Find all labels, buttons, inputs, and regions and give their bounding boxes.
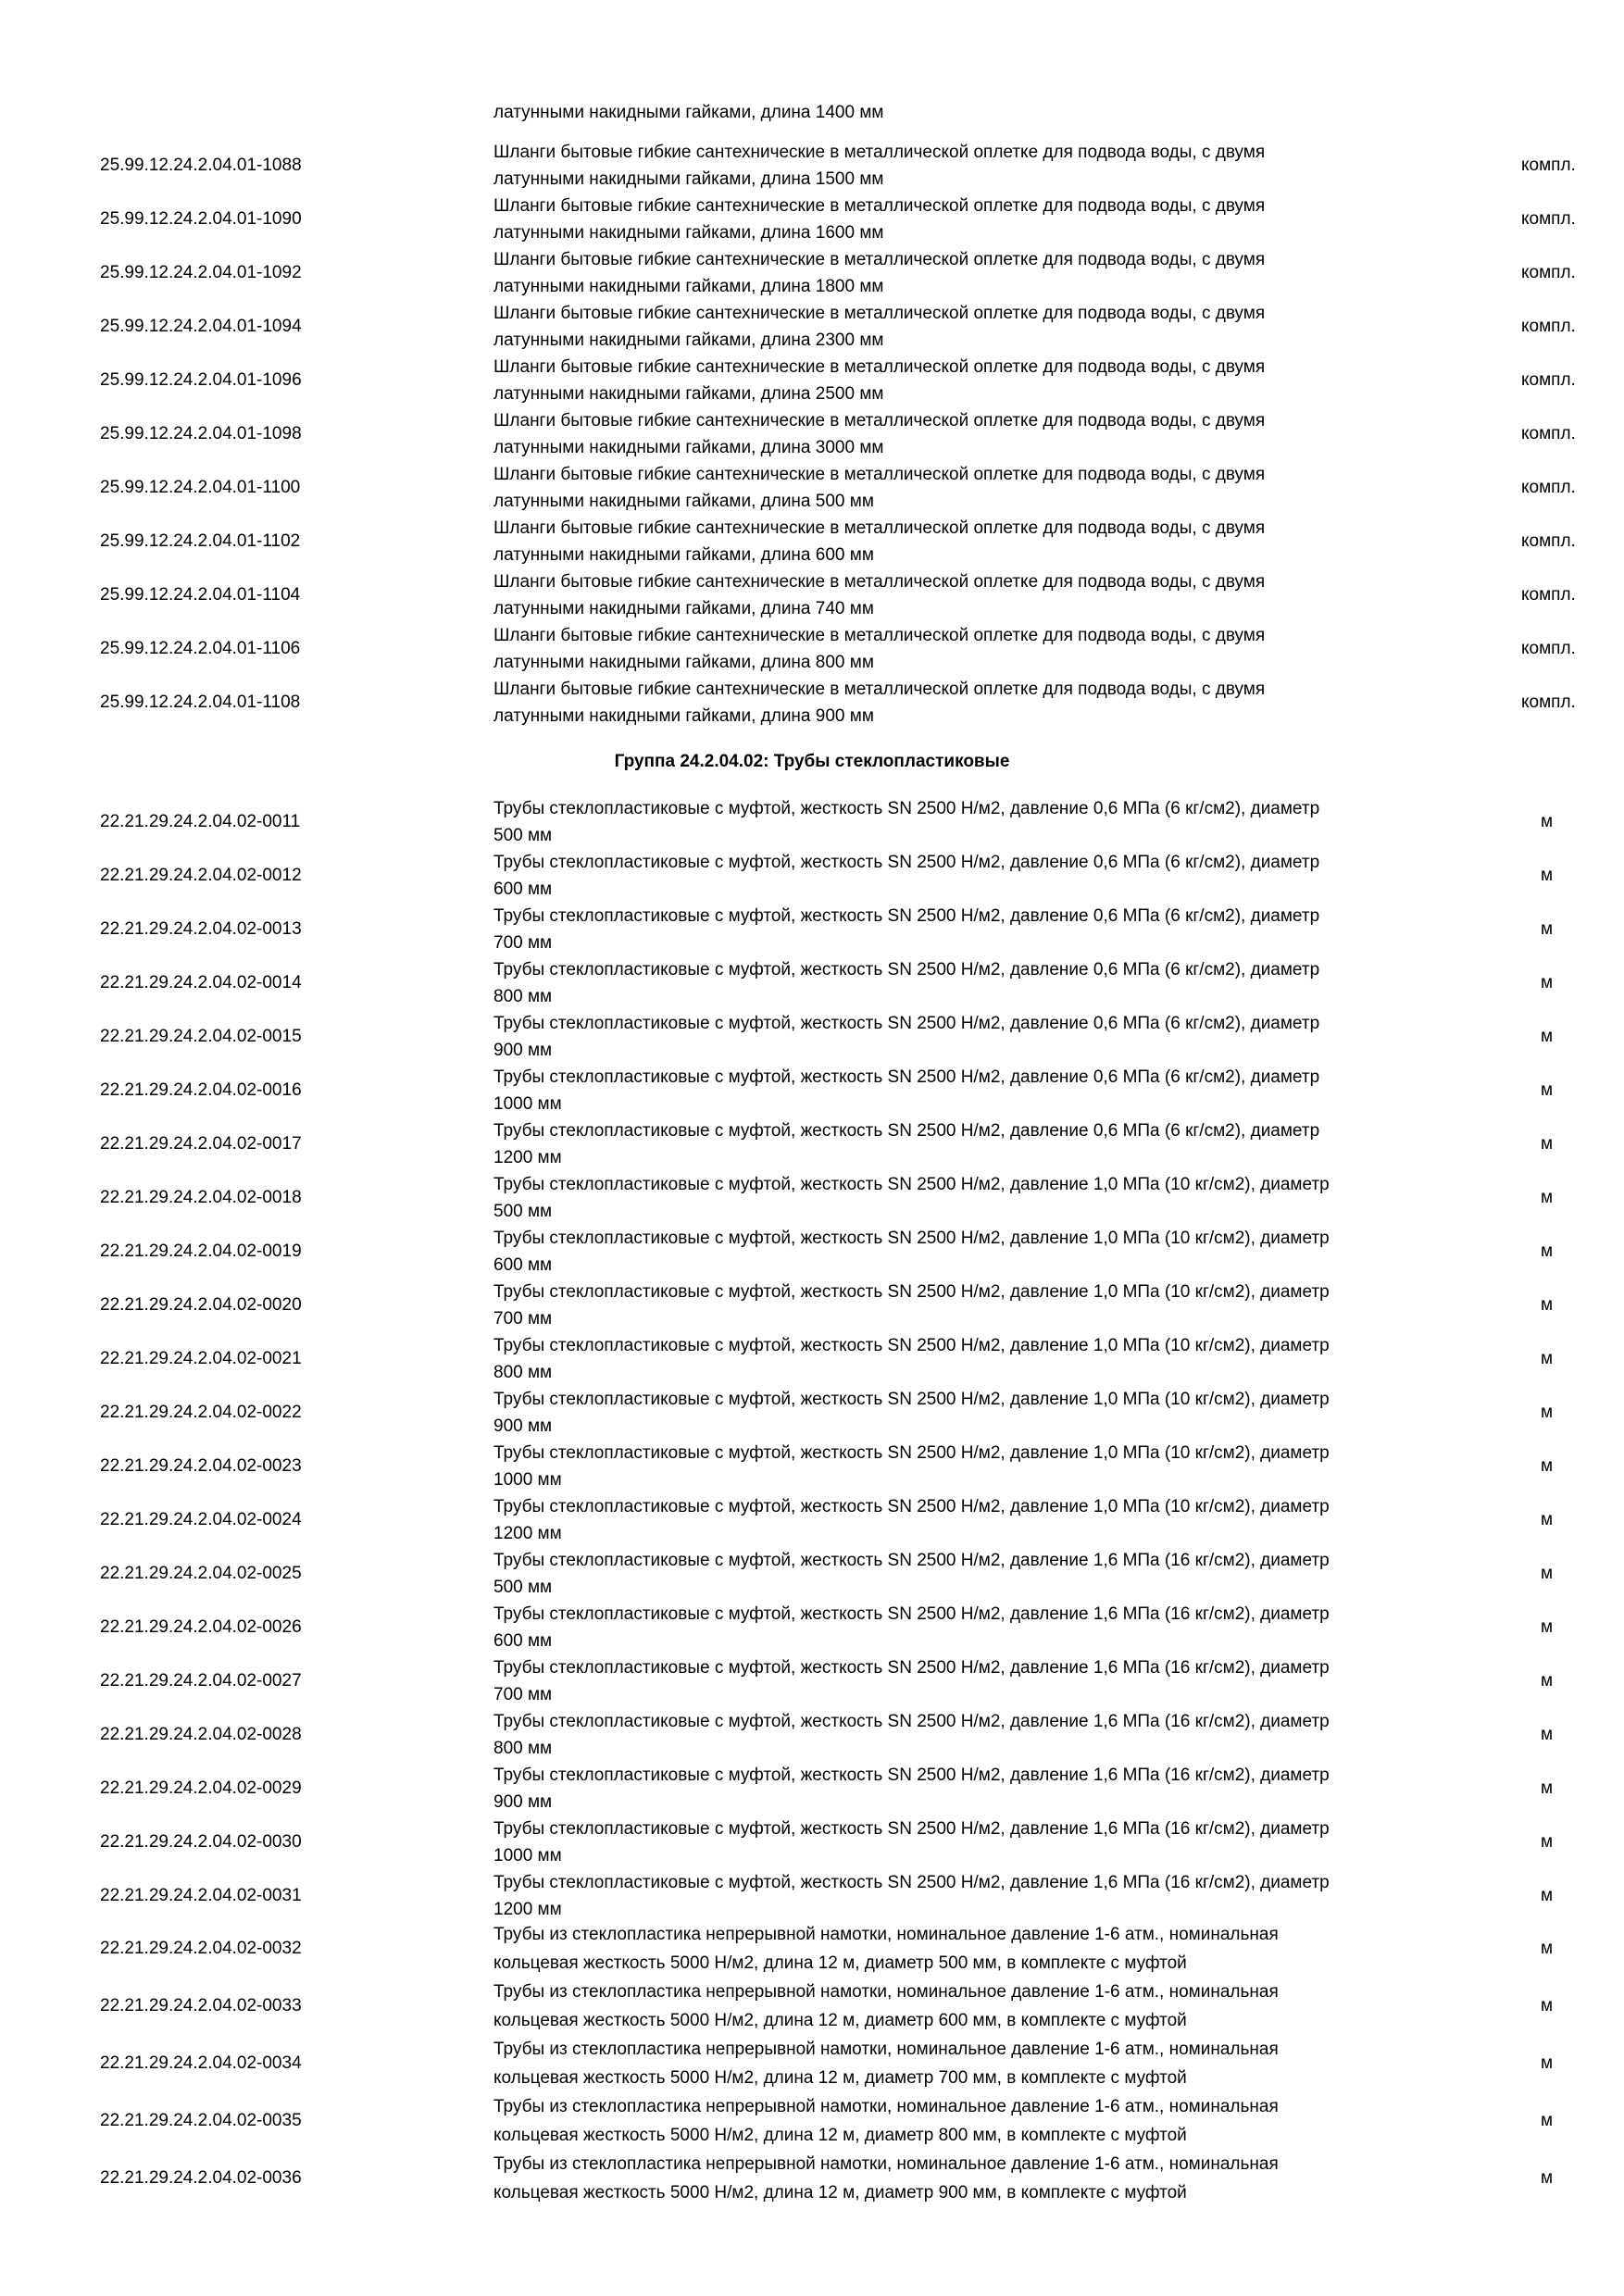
description-line: Трубы стеклопластиковые с муфтой, жесткость SN 2500 Н/м2, давление 1,0 МПа (10 кг/см2), диаметр <box>493 1175 1330 1194</box>
description-line: латунными накидными гайками, длина 900 мм <box>493 706 874 726</box>
table-row <box>0 622 1624 676</box>
description-line: Шланги бытовые гибкие сантехнические в металлической оплетке для подвода воды, с двумя <box>493 680 1266 699</box>
description-line: Трубы стеклопластиковые с муфтой, жесткость SN 2500 Н/м2, давление 1,6 МПа (16 кг/см2), диаметр <box>493 1658 1330 1678</box>
description-line: 900 мм <box>493 1041 553 1060</box>
table-row <box>0 515 1624 568</box>
item-description <box>493 1920 1279 1978</box>
item-unit: компл. <box>1521 585 1576 605</box>
item-unit: компл. <box>1521 424 1576 443</box>
description-line: кольцевая жесткость 5000 Н/м2, длина 12 м, диаметр 800 мм, в комплекте с муфтой <box>493 2126 1187 2145</box>
item-unit: компл. <box>1521 156 1576 175</box>
item-unit: компл. <box>1521 317 1576 336</box>
item-unit: м <box>1541 1349 1554 1368</box>
description-line: Шланги бытовые гибкие сантехнические в металлической оплетке для подвода воды, с двумя <box>493 143 1266 162</box>
item-code: 22.21.29.24.2.04.02-0021 <box>100 1349 302 1368</box>
item-description <box>493 2035 1279 2092</box>
item-code: 22.21.29.24.2.04.02-0012 <box>100 866 302 885</box>
item-description <box>493 1279 1330 1332</box>
table-row <box>0 461 1624 515</box>
description-line: Трубы стеклопластиковые с муфтой, жесткость SN 2500 Н/м2, давление 0,6 МПа (6 кг/см2), диаметр <box>493 1014 1320 1033</box>
table-row <box>0 1440 1624 1493</box>
description-line: Шланги бытовые гибкие сантехнические в металлической оплетке для подвода воды, с двумя <box>493 250 1266 269</box>
item-code: 22.21.29.24.2.04.02-0033 <box>100 1996 302 2015</box>
description-line: Шланги бытовые гибкие сантехнические в металлической оплетке для подвода воды, с двумя <box>493 626 1266 645</box>
description-line: 1200 мм <box>493 1900 562 1919</box>
description-line: 800 мм <box>493 1363 553 1382</box>
description-line: 1000 мм <box>493 1094 562 1114</box>
table-row <box>0 903 1624 956</box>
table-row <box>0 354 1624 407</box>
table-row <box>0 795 1624 849</box>
item-description <box>493 956 1319 1010</box>
description-line: 1200 мм <box>493 1524 562 1543</box>
item-code: 22.21.29.24.2.04.02-0025 <box>100 1564 302 1583</box>
item-description <box>493 515 1265 568</box>
item-unit: компл. <box>1521 531 1576 551</box>
item-unit: м <box>1541 1564 1554 1583</box>
item-unit: компл. <box>1521 639 1576 658</box>
item-code: 22.21.29.24.2.04.02-0020 <box>100 1295 302 1315</box>
item-description <box>493 354 1265 407</box>
item-code: 22.21.29.24.2.04.02-0035 <box>100 2111 302 2130</box>
item-code: 25.99.12.24.2.04.01-1096 <box>100 370 302 390</box>
item-description <box>493 1493 1330 1547</box>
table-row <box>0 849 1624 903</box>
description-line: Шланги бытовые гибкие сантехнические в металлической оплетке для подвода воды, с двумя <box>493 518 1266 538</box>
item-unit: м <box>1541 1027 1554 1046</box>
table-row <box>0 2035 1624 2092</box>
description-line: Трубы из стеклопластика непрерывной намотки, номинальное давление 1-6 атм., номинальная <box>493 1925 1279 1944</box>
table-row <box>0 1762 1624 1816</box>
item-unit: м <box>1541 1886 1554 1905</box>
table-row <box>0 1654 1624 1708</box>
description-line: Шланги бытовые гибкие сантехнические в металлической оплетке для подвода воды, с двумя <box>493 411 1266 430</box>
table-row <box>0 1064 1624 1117</box>
description-line: латунными накидными гайками, длина 740 мм <box>493 599 874 618</box>
description-line: латунными накидными гайками, длина 1600 мм <box>493 223 884 243</box>
description-line: Шланги бытовые гибкие сантехнические в металлической оплетке для подвода воды, с двумя <box>493 196 1266 216</box>
description-line: 500 мм <box>493 1202 553 1221</box>
item-code: 25.99.12.24.2.04.01-1108 <box>100 693 301 712</box>
description-line: Шланги бытовые гибкие сантехнические в металлической оплетке для подвода воды, с двумя <box>493 304 1266 323</box>
item-unit: м <box>1541 1134 1554 1154</box>
item-description <box>493 1064 1319 1117</box>
table-row <box>0 1279 1624 1332</box>
description-line: 1000 мм <box>493 1470 562 1490</box>
item-unit: м <box>1541 1939 1554 1958</box>
winding-pipes-section <box>0 1920 1624 2207</box>
table-row <box>0 956 1624 1010</box>
description-line: кольцевая жесткость 5000 Н/м2, длина 12 м, диаметр 900 мм, в комплекте с муфтой <box>493 2183 1187 2202</box>
description-line: латунными накидными гайками, длина 2500 мм <box>493 384 884 404</box>
table-row <box>0 1547 1624 1601</box>
item-code: 22.21.29.24.2.04.02-0013 <box>100 919 302 939</box>
description-line: Трубы стеклопластиковые с муфтой, жесткость SN 2500 Н/м2, давление 1,0 МПа (10 кг/см2), диаметр <box>493 1497 1330 1516</box>
table-row <box>0 246 1624 300</box>
item-description <box>493 1117 1319 1171</box>
table-row <box>0 300 1624 354</box>
item-unit: м <box>1541 1671 1554 1691</box>
table-row <box>0 2150 1624 2207</box>
item-description <box>493 407 1265 461</box>
table-row <box>0 139 1624 193</box>
item-description <box>493 1225 1330 1279</box>
pipes-section <box>0 795 1624 1923</box>
item-unit: компл. <box>1521 370 1576 390</box>
item-code: 22.21.29.24.2.04.02-0015 <box>100 1027 302 1046</box>
table-row <box>0 1869 1624 1923</box>
description-line: Трубы стеклопластиковые с муфтой, жесткость SN 2500 Н/м2, давление 1,0 МПа (10 кг/см2), диаметр <box>493 1443 1330 1463</box>
description-line: 800 мм <box>493 987 553 1006</box>
description-line: Трубы стеклопластиковые с муфтой, жесткость SN 2500 Н/м2, давление 0,6 МПа (6 кг/см2), диаметр <box>493 799 1320 818</box>
hoses-section <box>0 139 1624 730</box>
table-row <box>0 1978 1624 2035</box>
description-line: Трубы стеклопластиковые с муфтой, жесткость SN 2500 Н/м2, давление 0,6 МПа (6 кг/см2), диаметр <box>493 906 1320 926</box>
item-unit: м <box>1541 2053 1554 2073</box>
description-line: Трубы стеклопластиковые с муфтой, жесткость SN 2500 Н/м2, давление 1,0 МПа (10 кг/см2), диаметр <box>493 1336 1330 1355</box>
description-line: Трубы из стеклопластика непрерывной намотки, номинальное давление 1-6 атм., номинальная <box>493 2097 1279 2116</box>
description-line: Трубы стеклопластиковые с муфтой, жесткость SN 2500 Н/м2, давление 1,6 МПа (16 кг/см2), диаметр <box>493 1551 1330 1570</box>
item-description <box>493 676 1265 730</box>
description-line: Трубы стеклопластиковые с муфтой, жесткость SN 2500 Н/м2, давление 1,0 МПа (10 кг/см2), диаметр <box>493 1229 1330 1248</box>
item-description <box>493 1708 1330 1762</box>
description-line: Трубы стеклопластиковые с муфтой, жесткость SN 2500 Н/м2, давление 0,6 МПа (6 кг/см2), диаметр <box>493 1067 1320 1087</box>
item-description <box>493 193 1265 246</box>
item-code: 22.21.29.24.2.04.02-0036 <box>100 2168 302 2188</box>
table-row <box>0 193 1624 246</box>
item-code: 22.21.29.24.2.04.02-0027 <box>100 1671 302 1691</box>
table-row <box>0 568 1624 622</box>
description-line: 700 мм <box>493 1685 553 1704</box>
description-line: 700 мм <box>493 1309 553 1329</box>
item-description <box>493 1601 1330 1654</box>
table-row <box>0 1920 1624 1978</box>
table-row <box>0 1117 1624 1171</box>
table-row <box>0 1816 1624 1869</box>
table-row <box>0 676 1624 730</box>
item-description <box>493 1654 1330 1708</box>
item-description <box>493 461 1265 515</box>
item-code: 25.99.12.24.2.04.01-1100 <box>100 478 301 497</box>
description-line: латунными накидными гайками, длина 600 мм <box>493 545 874 565</box>
description-line: 500 мм <box>493 826 553 845</box>
item-unit: м <box>1541 1403 1554 1422</box>
item-description <box>493 849 1319 903</box>
description-line: латунными накидными гайками, длина 500 мм <box>493 492 874 511</box>
description-line: латунными накидными гайками, длина 3000 мм <box>493 438 884 457</box>
description-line: 700 мм <box>493 933 553 953</box>
description-line: 1000 мм <box>493 1846 562 1866</box>
table-row <box>0 407 1624 461</box>
item-description <box>493 139 1265 193</box>
item-description <box>493 2092 1279 2150</box>
item-code: 25.99.12.24.2.04.01-1098 <box>100 424 302 443</box>
item-description <box>493 1762 1330 1816</box>
description-line: Трубы стеклопластиковые с муфтой, жесткость SN 2500 Н/м2, давление 0,6 МПа (6 кг/см2), диаметр <box>493 853 1320 872</box>
item-code: 25.99.12.24.2.04.01-1092 <box>100 263 302 282</box>
item-unit: м <box>1541 1510 1554 1529</box>
description-line: Трубы стеклопластиковые с муфтой, жесткость SN 2500 Н/м2, давление 1,6 МПа (16 кг/см2), диаметр <box>493 1712 1330 1731</box>
continued-description: латунными накидными гайками, длина 1400 мм <box>493 103 884 122</box>
table-row <box>0 1171 1624 1225</box>
item-code: 22.21.29.24.2.04.02-0014 <box>100 973 302 992</box>
item-description <box>493 1386 1330 1440</box>
item-description <box>493 1440 1330 1493</box>
description-line: Шланги бытовые гибкие сантехнические в металлической оплетке для подвода воды, с двумя <box>493 357 1266 377</box>
item-unit: м <box>1541 2111 1554 2130</box>
table-row <box>0 2092 1624 2150</box>
description-line: Трубы из стеклопластика непрерывной намотки, номинальное давление 1-6 атм., номинальная <box>493 1982 1279 2002</box>
item-description <box>493 622 1265 676</box>
item-description <box>493 1010 1319 1064</box>
item-code: 22.21.29.24.2.04.02-0016 <box>100 1080 302 1100</box>
item-unit: м <box>1541 1617 1554 1637</box>
item-unit: компл. <box>1521 478 1576 497</box>
item-unit: м <box>1541 1996 1554 2015</box>
table-row <box>0 1010 1624 1064</box>
description-line: 900 мм <box>493 1416 553 1436</box>
description-line: Трубы стеклопластиковые с муфтой, жесткость SN 2500 Н/м2, давление 1,6 МПа (16 кг/см2), диаметр <box>493 1604 1330 1624</box>
description-line: кольцевая жесткость 5000 Н/м2, длина 12 м, диаметр 600 мм, в комплекте с муфтой <box>493 2011 1187 2030</box>
item-code: 22.21.29.24.2.04.02-0034 <box>100 2053 302 2073</box>
table-row <box>0 1708 1624 1762</box>
item-code: 25.99.12.24.2.04.01-1088 <box>100 156 302 175</box>
description-line: Трубы стеклопластиковые с муфтой, жесткость SN 2500 Н/м2, давление 1,6 МПа (16 кг/см2), диаметр <box>493 1766 1330 1785</box>
description-line: 500 мм <box>493 1578 553 1597</box>
description-line: Шланги бытовые гибкие сантехнические в металлической оплетке для подвода воды, с двумя <box>493 465 1266 484</box>
group-heading: Группа 24.2.04.02: Трубы стеклопластиковые <box>614 752 1010 771</box>
item-code: 22.21.29.24.2.04.02-0018 <box>100 1188 302 1207</box>
item-description <box>493 568 1265 622</box>
description-line: Трубы стеклопластиковые с муфтой, жесткость SN 2500 Н/м2, давление 1,0 МПа (10 кг/см2), диаметр <box>493 1390 1330 1409</box>
item-unit: компл. <box>1521 209 1576 229</box>
item-code: 22.21.29.24.2.04.02-0011 <box>100 812 301 831</box>
description-line: 800 мм <box>493 1739 553 1758</box>
item-description <box>493 1547 1330 1601</box>
item-code: 22.21.29.24.2.04.02-0024 <box>100 1510 302 1529</box>
item-description <box>493 1171 1330 1225</box>
description-line: латунными накидными гайками, длина 1500 мм <box>493 169 884 189</box>
table-row <box>0 1332 1624 1386</box>
description-line: Трубы из стеклопластика непрерывной намотки, номинальное давление 1-6 атм., номинальная <box>493 2154 1279 2174</box>
description-line: латунными накидными гайками, длина 1800 мм <box>493 277 884 296</box>
description-line: Трубы стеклопластиковые с муфтой, жесткость SN 2500 Н/м2, давление 0,6 МПа (6 кг/см2), диаметр <box>493 1121 1320 1141</box>
item-code: 22.21.29.24.2.04.02-0031 <box>100 1886 302 1905</box>
item-code: 22.21.29.24.2.04.02-0030 <box>100 1832 302 1852</box>
description-line: Трубы из стеклопластика непрерывной намотки, номинальное давление 1-6 атм., номинальная <box>493 2040 1279 2059</box>
item-unit: м <box>1541 919 1554 939</box>
description-line: Трубы стеклопластиковые с муфтой, жесткость SN 2500 Н/м2, давление 1,6 МПа (16 кг/см2), диаметр <box>493 1873 1330 1892</box>
description-line: Шланги бытовые гибкие сантехнические в металлической оплетке для подвода воды, с двумя <box>493 572 1266 592</box>
item-code: 22.21.29.24.2.04.02-0017 <box>100 1134 302 1154</box>
item-unit: м <box>1541 1456 1554 1476</box>
item-description <box>493 795 1319 849</box>
item-unit: м <box>1541 1778 1554 1798</box>
description-line: кольцевая жесткость 5000 Н/м2, длина 12 м, диаметр 700 мм, в комплекте с муфтой <box>493 2068 1187 2088</box>
item-unit: м <box>1541 2168 1554 2188</box>
item-code: 25.99.12.24.2.04.01-1094 <box>100 317 302 336</box>
item-description <box>493 1869 1330 1923</box>
item-description <box>493 1332 1330 1386</box>
item-code: 25.99.12.24.2.04.01-1106 <box>100 639 301 658</box>
description-line: 600 мм <box>493 1255 553 1275</box>
description-line: Трубы стеклопластиковые с муфтой, жесткость SN 2500 Н/м2, давление 1,6 МПа (16 кг/см2), диаметр <box>493 1819 1330 1839</box>
description-line: латунными накидными гайками, длина 2300 мм <box>493 331 884 350</box>
item-unit: м <box>1541 1080 1554 1100</box>
item-code: 25.99.12.24.2.04.01-1102 <box>100 531 301 551</box>
item-code: 22.21.29.24.2.04.02-0022 <box>100 1403 302 1422</box>
item-code: 22.21.29.24.2.04.02-0026 <box>100 1617 302 1637</box>
description-line: 600 мм <box>493 880 553 899</box>
description-line: 600 мм <box>493 1631 553 1651</box>
item-unit: м <box>1541 812 1554 831</box>
item-unit: м <box>1541 1242 1554 1261</box>
item-code: 22.21.29.24.2.04.02-0023 <box>100 1456 302 1476</box>
table-row <box>0 1493 1624 1547</box>
item-unit: м <box>1541 973 1554 992</box>
description-line: кольцевая жесткость 5000 Н/м2, длина 12 м, диаметр 500 мм, в комплекте с муфтой <box>493 1953 1187 1973</box>
item-code: 25.99.12.24.2.04.01-1090 <box>100 209 302 229</box>
description-line: латунными накидными гайками, длина 800 мм <box>493 653 874 672</box>
item-description <box>493 1978 1279 2035</box>
item-unit: компл. <box>1521 693 1576 712</box>
item-unit: м <box>1541 1832 1554 1852</box>
description-line: Трубы стеклопластиковые с муфтой, жесткость SN 2500 Н/м2, давление 1,0 МПа (10 кг/см2), диаметр <box>493 1282 1330 1302</box>
description-line: 900 мм <box>493 1792 553 1812</box>
item-description <box>493 2150 1279 2207</box>
description-line: 1200 мм <box>493 1148 562 1167</box>
item-description <box>493 300 1265 354</box>
item-code: 22.21.29.24.2.04.02-0028 <box>100 1725 302 1744</box>
table-row <box>0 1386 1624 1440</box>
item-description <box>493 903 1319 956</box>
item-code: 25.99.12.24.2.04.01-1104 <box>100 585 301 605</box>
item-unit: м <box>1541 1295 1554 1315</box>
item-code: 22.21.29.24.2.04.02-0029 <box>100 1778 302 1798</box>
table-row <box>0 1225 1624 1279</box>
item-unit: м <box>1541 866 1554 885</box>
item-description <box>493 1816 1330 1869</box>
table-row <box>0 1601 1624 1654</box>
item-unit: м <box>1541 1725 1554 1744</box>
item-unit: м <box>1541 1188 1554 1207</box>
item-code: 22.21.29.24.2.04.02-0032 <box>100 1939 302 1958</box>
item-code: 22.21.29.24.2.04.02-0019 <box>100 1242 302 1261</box>
item-description <box>493 246 1265 300</box>
item-unit: компл. <box>1521 263 1576 282</box>
description-line: Трубы стеклопластиковые с муфтой, жесткость SN 2500 Н/м2, давление 0,6 МПа (6 кг/см2), диаметр <box>493 960 1320 980</box>
